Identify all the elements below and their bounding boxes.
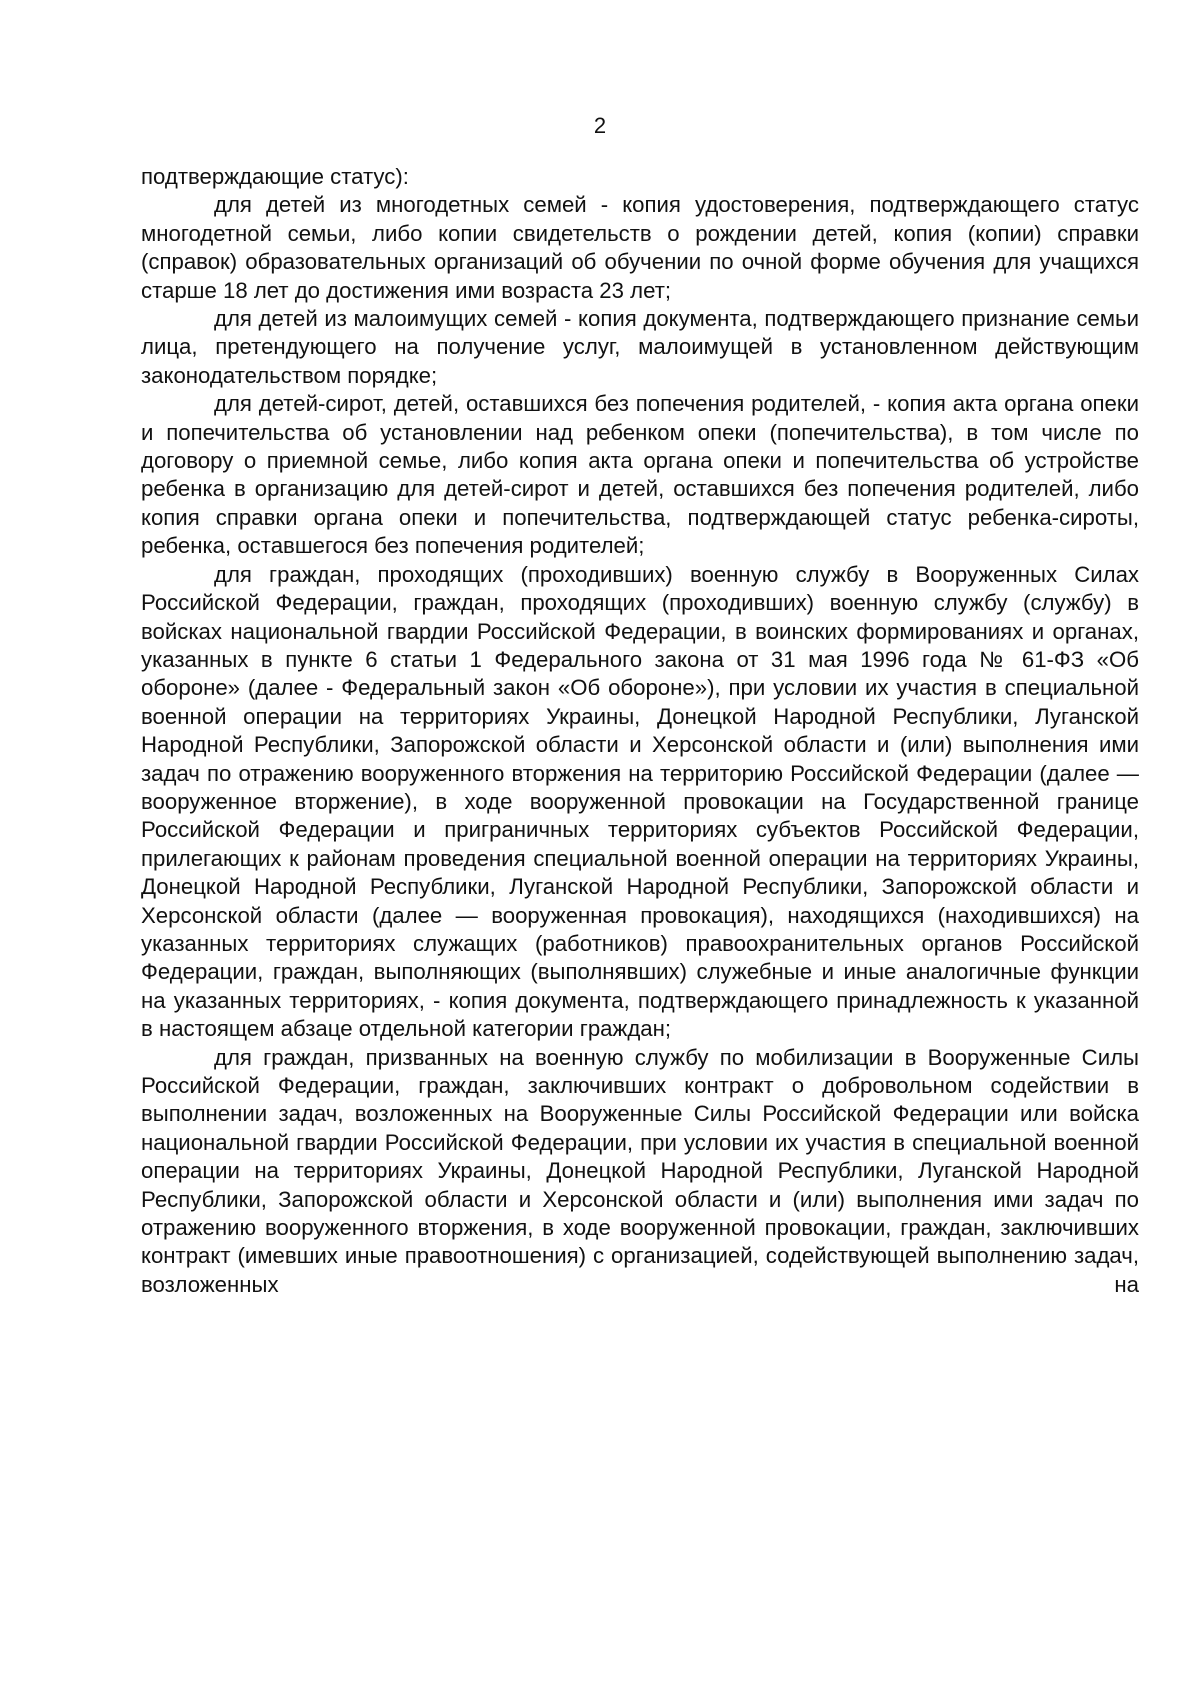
paragraph-mobilized-citizens: для граждан, призванных на военную службу по мобилизации в Вооруженные Силы Российской Федерации, граждан, заключивших контракт о добровольном содействии в выполнении задач, возложенных на Вооруженные Силы Российской Федерации или войска национальной гвардии Российской Федерации, при условии их участия в специальной военной операции на территориях Украины, Донецкой Народной Республики, Луганской Народной Республики, Запорожской области и Херсонской области и (или) выполнения ими задач по отражению вооруженного вторжения, в ходе вооруженной провокации, граждан, заключивших контракт (имевших иные правоотношения) с организацией, содействующей выполнению задач, возложенных на [141, 1044, 1139, 1297]
paragraph-orphans: для детей-сирот, детей, оставшихся без попечения родителей, - копия акта органа опеки и попечительства об установлении над ребенком опеки (попечительства), в том числе по договору о приемной семье, либо копия акта органа опеки и попечительства об устройстве ребенка в организацию для детей-сирот и детей, оставшихся без попечения родителей, либо копия справки органа опеки и попечительства, подтверждающей статус ребенка-сироты, ребенка, оставшегося без попечения родителей; [141, 391, 1139, 559]
paragraph-continuation: подтверждающие статус): [141, 164, 409, 189]
page-number: 2 [593, 113, 607, 138]
document-body [141, 163, 1139, 1299]
paragraph-low-income-families: для детей из малоимущих семей - копия документа, подтверждающего признание семьи лица, претендующего на получение услуг, малоимущей в установленном действующим законодательством порядке; [141, 306, 1139, 388]
paragraph-large-families: для детей из многодетных семей - копия удостоверения, подтверждающего статус многодетной семьи, либо копии свидетельств о рождении детей, копия (копии) справки (справок) образовательных организаций об обучении по очной форме обучения для учащихся старше 18 лет до достижения ими возраста 23 лет; [141, 192, 1139, 303]
paragraph-military-service: для граждан, проходящих (проходивших) военную службу в Вооруженных Силах Российской Федерации, граждан, проходящих (проходивших) военную службу (службу) в войсках национальной гвардии Российской Федерации, в воинских формированиях и органах, указанных в пункте 6 статьи 1 Федерального закона от 31 мая 1996 года № 61-ФЗ «Об обороне» (далее - Федеральный закон «Об обороне»), при условии их участия в специальной военной операции на территориях Украины, Донецкой Народной Республики, Луганской Народной Республики, Запорожской области и Херсонской области и (или) выполнения ими задач по отражению вооруженного вторжения на территорию Российской Федерации (далее — вооруженное вторжение), в ходе вооруженной провокации на Государственной границе Российской Федерации и приграничных территориях субъектов Российской Федерации, прилегающих к районам проведения специальной военной операции на территориях Украины, Донецкой Народной Республики, Луганской Народной Республики, Запорожской области и Херсонской области (далее — вооруженная провокация), находящихся (находившихся) на указанных территориях служащих (работников) правоохранительных органов Российской Федерации, граждан, выполняющих (выполнявших) служебные и иные аналогичные функции на указанных территориях, - копия документа, подтверждающего принадлежность к указанной в настоящем абзаце отдельной категории граждан; [141, 561, 1139, 1042]
